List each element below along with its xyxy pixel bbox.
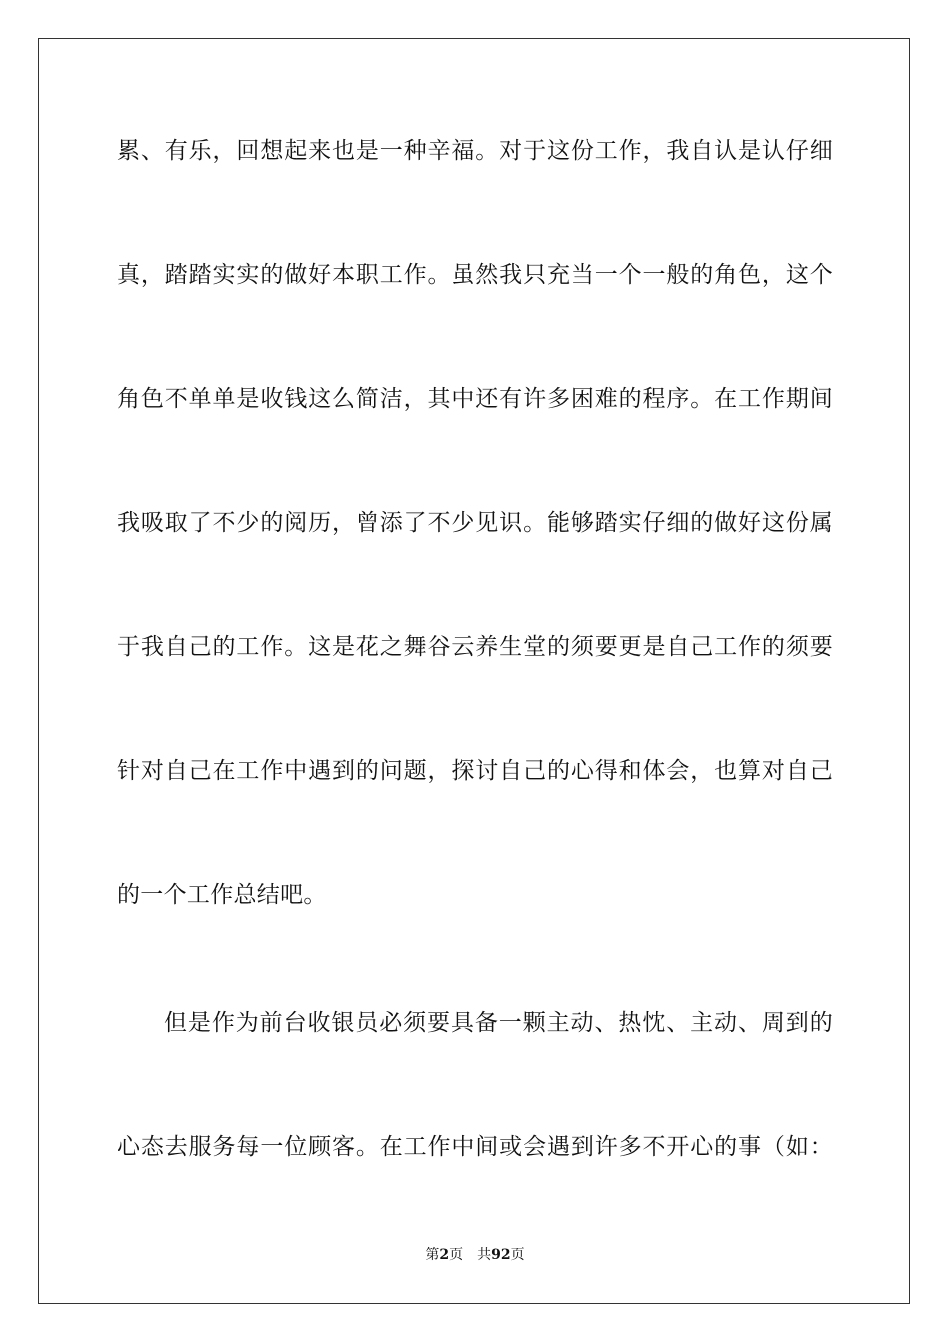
total-prefix: 共 (477, 1247, 492, 1263)
page-footer (0, 1246, 950, 1264)
total-suffix: 页 (510, 1247, 525, 1263)
body-text-line: 累、有乐，回想起来也是一种辛福。对于这份工作，我自认是认仔细 (117, 138, 833, 164)
body-text-line-paragraph-start: 但是作为前台收银员必须要具备一颗主动、热忱、主动、周到的 (164, 1010, 833, 1036)
page-suffix: 页 (449, 1247, 464, 1263)
current-page-number: 2 (439, 1247, 450, 1263)
body-text-line: 我吸取了不少的阅历，曾添了不少见识。能够踏实仔细的做好这份属 (117, 510, 833, 536)
body-text-line: 角色不单单是收钱这么简洁，其中还有许多困难的程序。在工作期间 (117, 386, 833, 412)
body-text-line: 针对自己在工作中遇到的问题，探讨自己的心得和体会，也算对自己 (117, 758, 833, 784)
body-text-line: 心态去服务每一位顾客。在工作中间或会遇到许多不开心的事（如： (117, 1134, 833, 1160)
total-page-count: 92 (491, 1247, 511, 1263)
page-border (38, 38, 910, 1304)
body-text-line: 于我自己的工作。这是花之舞谷云养生堂的须要更是自己工作的须要 (117, 634, 833, 660)
body-text-line: 真，踏踏实实的做好本职工作。虽然我只充当一个一般的角色，这个 (117, 262, 833, 288)
page-prefix: 第 (425, 1247, 440, 1263)
body-text-line-paragraph-end: 的一个工作总结吧。 (117, 882, 327, 908)
